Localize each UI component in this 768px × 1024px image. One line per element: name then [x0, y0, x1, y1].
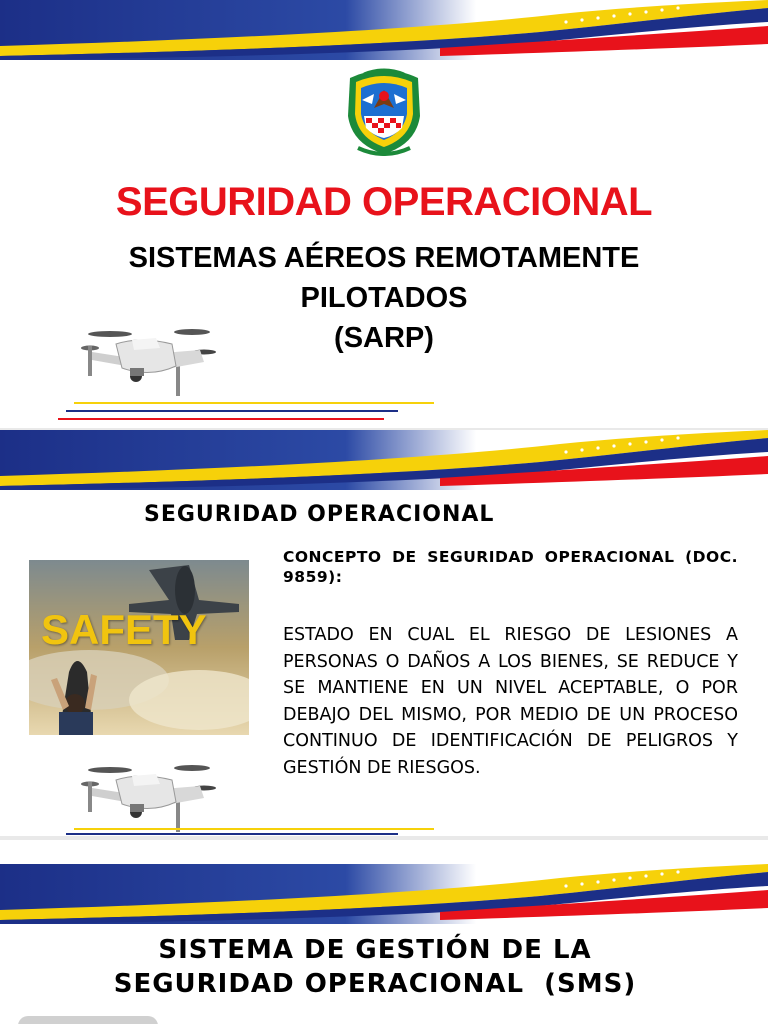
subtitle-line: PILOTADOS — [300, 282, 468, 314]
drone-icon — [80, 322, 220, 404]
tricolor-rule — [58, 400, 438, 424]
flag-banner — [0, 430, 768, 490]
slide-title: SEGURIDAD OPERACIONAL — [115, 180, 653, 224]
slide-2 — [0, 430, 768, 840]
military-crest-icon — [342, 64, 426, 156]
flag-banner — [0, 0, 768, 60]
heading-line: SEGURIDAD OPERACIONAL (SMS) — [113, 969, 637, 999]
safety-photo — [29, 560, 249, 735]
concept-title: CONCEPTO DE SEGURIDAD OPERACIONAL (DOC. 9859): — [283, 548, 738, 586]
photo-edge — [18, 1016, 158, 1024]
safety-image-text: SAFETY — [41, 606, 207, 653]
slide-1 — [0, 0, 768, 430]
slide-heading — [70, 933, 680, 1001]
slide-heading: SEGURIDAD OPERACIONAL — [144, 502, 495, 527]
subtitle-line: (SARP) — [334, 322, 434, 354]
heading-line: SISTEMA DE GESTIÓN DE LA — [158, 935, 592, 965]
subtitle-line: SISTEMAS AÉREOS REMOTAMENTE — [128, 242, 640, 274]
flag-banner — [0, 864, 768, 924]
slide-3 — [0, 840, 768, 1024]
concept-body: ESTADO EN CUAL EL RIESGO DE LESIONES A PERSONAS O DAÑOS A LOS BIENES, SE REDUCE Y SE MANTIENE EN UN NIVEL ACEPTABLE, O POR DEBAJO DEL MISMO, POR MEDIO DE UN PROCESO CONTINUO DE IDENTIFICACIÓN DE PELIGROS Y GESTIÓN DE RIESGOS. — [283, 625, 738, 778]
